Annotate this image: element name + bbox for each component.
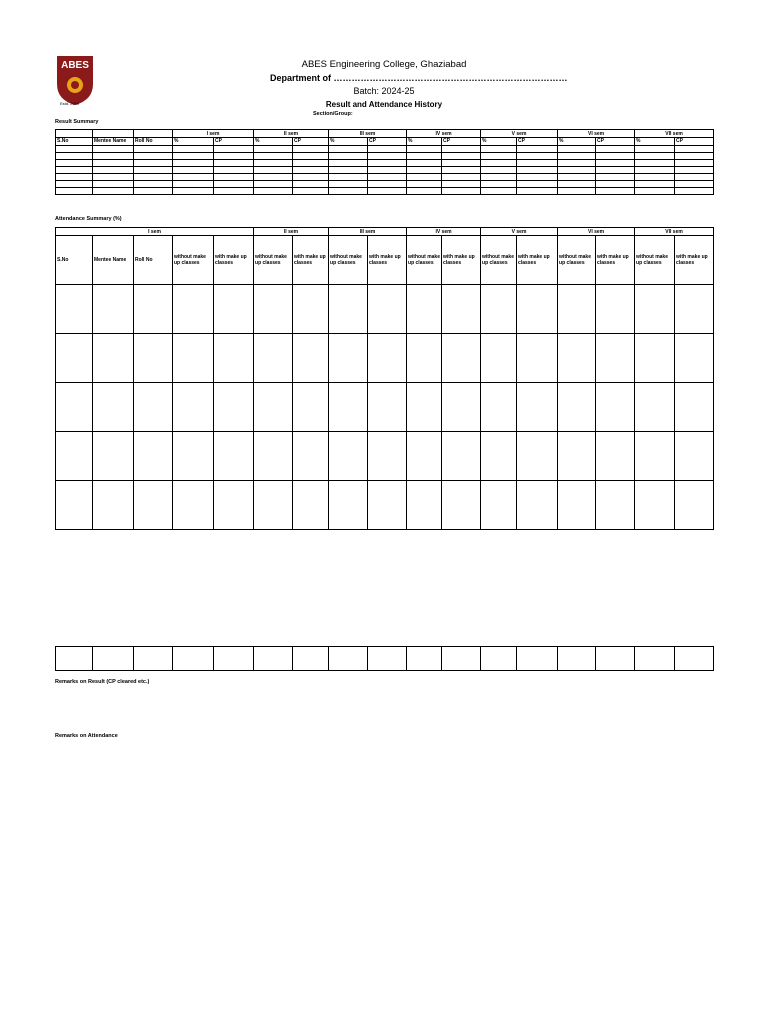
attendance-cell[interactable] [635, 285, 675, 334]
result-cell[interactable] [407, 153, 442, 160]
col-roll-no: Roll No [134, 236, 173, 285]
attendance-cell[interactable] [368, 383, 407, 432]
attendance-cell[interactable] [675, 334, 714, 383]
result-cell[interactable] [329, 167, 368, 174]
attendance-cell[interactable] [134, 481, 173, 530]
result-cell[interactable] [56, 160, 93, 167]
attendance-cell[interactable] [368, 481, 407, 530]
sem-header: I sem [173, 130, 254, 138]
sem-header: VII sem [635, 130, 714, 138]
result-row [56, 146, 714, 153]
col-without-makeup: without make up classes [481, 236, 517, 285]
attendance-cell[interactable] [214, 383, 254, 432]
attendance-summary-table [55, 227, 714, 530]
result-cell[interactable] [558, 167, 596, 174]
attendance-cell[interactable] [93, 647, 134, 671]
result-cell[interactable] [675, 153, 714, 160]
result-cell[interactable] [56, 181, 93, 188]
college-name: ABES Engineering College, Ghaziabad [301, 59, 467, 70]
attendance-cell[interactable] [173, 647, 214, 671]
result-cell[interactable] [368, 160, 407, 167]
result-summary-label: Result Summary [55, 119, 99, 125]
attendance-row [56, 285, 714, 334]
col-cp: CP [368, 138, 407, 146]
col-cp: CP [442, 138, 481, 146]
attendance-cell[interactable] [558, 481, 596, 530]
attendance-cell[interactable] [173, 432, 214, 481]
result-cell[interactable] [481, 160, 517, 167]
attendance-cell[interactable] [442, 647, 481, 671]
col-without-makeup: without make up classes [329, 236, 368, 285]
attendance-cell[interactable] [293, 647, 329, 671]
result-cell[interactable] [254, 160, 293, 167]
result-summary-table [55, 129, 714, 195]
attendance-cell[interactable] [481, 647, 517, 671]
result-cell[interactable] [442, 174, 481, 181]
attendance-cell[interactable] [675, 481, 714, 530]
result-cell[interactable] [481, 146, 517, 153]
sem-header: V sem [481, 228, 558, 236]
result-cell[interactable] [517, 174, 558, 181]
attendance-cell[interactable] [635, 647, 675, 671]
result-cell[interactable] [442, 153, 481, 160]
result-cell[interactable] [93, 174, 134, 181]
result-cell[interactable] [173, 153, 214, 160]
attendance-cell[interactable] [596, 383, 635, 432]
result-cell[interactable] [635, 160, 675, 167]
result-cell[interactable] [214, 174, 254, 181]
attendance-row [56, 647, 714, 671]
attendance-cell[interactable] [293, 383, 329, 432]
result-cell[interactable] [56, 153, 93, 160]
result-row [56, 167, 714, 174]
result-cell[interactable] [517, 167, 558, 174]
attendance-row [56, 432, 714, 481]
attendance-cell[interactable] [214, 647, 254, 671]
result-cell[interactable] [93, 188, 134, 195]
col-cp: CP [675, 138, 714, 146]
result-cell[interactable] [214, 181, 254, 188]
result-cell[interactable] [558, 174, 596, 181]
result-row [56, 188, 714, 195]
attendance-cell[interactable] [173, 383, 214, 432]
result-cell[interactable] [675, 146, 714, 153]
attendance-cell[interactable] [329, 383, 368, 432]
attendance-cell[interactable] [293, 334, 329, 383]
result-cell[interactable] [329, 160, 368, 167]
result-cell[interactable] [173, 160, 214, 167]
col-without-makeup: without make up classes [407, 236, 442, 285]
attendance-cell[interactable] [56, 334, 93, 383]
attendance-row [56, 334, 714, 383]
attendance-cell[interactable] [293, 432, 329, 481]
attendance-cell[interactable] [254, 481, 293, 530]
result-cell[interactable] [134, 153, 173, 160]
attendance-cell[interactable] [407, 383, 442, 432]
sem-header: I sem [56, 228, 254, 236]
attendance-cell[interactable] [442, 285, 481, 334]
attendance-cell[interactable] [596, 432, 635, 481]
result-cell[interactable] [442, 160, 481, 167]
attendance-cell[interactable] [214, 285, 254, 334]
attendance-cell[interactable] [93, 481, 134, 530]
result-cell[interactable] [134, 188, 173, 195]
result-cell[interactable] [293, 146, 329, 153]
col-with-makeup: with make up classes [596, 236, 635, 285]
result-cell[interactable] [517, 153, 558, 160]
attendance-cell[interactable] [56, 432, 93, 481]
result-cell[interactable] [329, 153, 368, 160]
sem-header: II sem [254, 228, 329, 236]
attendance-cell[interactable] [293, 481, 329, 530]
result-cell[interactable] [675, 174, 714, 181]
attendance-cell[interactable] [173, 334, 214, 383]
attendance-cell[interactable] [407, 334, 442, 383]
attendance-cell[interactable] [675, 432, 714, 481]
result-cell[interactable] [558, 160, 596, 167]
result-cell[interactable] [442, 181, 481, 188]
result-cell[interactable] [173, 174, 214, 181]
result-cell[interactable] [481, 174, 517, 181]
result-cell[interactable] [134, 167, 173, 174]
result-cell[interactable] [596, 146, 635, 153]
result-cell[interactable] [517, 181, 558, 188]
attendance-cell[interactable] [481, 383, 517, 432]
attendance-cell[interactable] [134, 647, 173, 671]
col-cp: CP [293, 138, 329, 146]
result-cell[interactable] [407, 181, 442, 188]
attendance-cell[interactable] [481, 481, 517, 530]
blank-cell [56, 130, 93, 138]
col-pct: % [329, 138, 368, 146]
attendance-cell[interactable] [596, 647, 635, 671]
result-cell[interactable] [56, 174, 93, 181]
sem-header: III sem [329, 228, 407, 236]
attendance-cell[interactable] [56, 383, 93, 432]
result-cell[interactable] [558, 153, 596, 160]
attendance-cell[interactable] [56, 481, 93, 530]
result-cell[interactable] [56, 188, 93, 195]
result-cell[interactable] [293, 167, 329, 174]
attendance-cell[interactable] [134, 432, 173, 481]
result-cell[interactable] [407, 146, 442, 153]
col-without-makeup: without make up classes [254, 236, 293, 285]
result-cell[interactable] [558, 188, 596, 195]
result-row [56, 160, 714, 167]
result-cell[interactable] [93, 181, 134, 188]
result-cell[interactable] [134, 174, 173, 181]
attendance-cell[interactable] [368, 285, 407, 334]
result-cell[interactable] [368, 188, 407, 195]
result-cell[interactable] [368, 153, 407, 160]
attendance-cell[interactable] [134, 334, 173, 383]
attendance-cell[interactable] [596, 285, 635, 334]
result-cell[interactable] [214, 160, 254, 167]
sem-header: IV sem [407, 130, 481, 138]
attendance-cell[interactable] [558, 285, 596, 334]
attendance-cell[interactable] [214, 334, 254, 383]
col-with-makeup: with make up classes [517, 236, 558, 285]
attendance-cell[interactable] [558, 383, 596, 432]
result-cell[interactable] [93, 146, 134, 153]
attendance-cell[interactable] [442, 432, 481, 481]
attendance-cell[interactable] [56, 647, 93, 671]
result-cell[interactable] [254, 174, 293, 181]
col-with-makeup: with make up classes [675, 236, 714, 285]
attendance-cell[interactable] [635, 383, 675, 432]
result-cell[interactable] [596, 160, 635, 167]
attendance-cell[interactable] [254, 383, 293, 432]
col-without-makeup: without make up classes [635, 236, 675, 285]
col-cp: CP [596, 138, 635, 146]
col-without-makeup: without make up classes [558, 236, 596, 285]
result-cell[interactable] [56, 146, 93, 153]
result-cell[interactable] [675, 167, 714, 174]
attendance-cell[interactable] [368, 432, 407, 481]
attendance-cell[interactable] [329, 647, 368, 671]
attendance-row [56, 481, 714, 530]
result-cell[interactable] [675, 160, 714, 167]
col-roll-no: Roll No [134, 138, 173, 146]
col-with-makeup: with make up classes [368, 236, 407, 285]
attendance-cell[interactable] [173, 285, 214, 334]
result-cell[interactable] [173, 146, 214, 153]
attendance-cell[interactable] [558, 334, 596, 383]
attendance-cell[interactable] [675, 647, 714, 671]
result-cell[interactable] [635, 174, 675, 181]
attendance-row [56, 383, 714, 432]
result-cell[interactable] [635, 181, 675, 188]
attendance-cell[interactable] [254, 285, 293, 334]
result-cell[interactable] [596, 188, 635, 195]
result-cell[interactable] [254, 188, 293, 195]
attendance-cell[interactable] [329, 285, 368, 334]
sem-header: IV sem [407, 228, 481, 236]
sem-header: II sem [254, 130, 329, 138]
attendance-extra-row [55, 646, 714, 671]
blank-cell [93, 130, 134, 138]
result-cell[interactable] [93, 153, 134, 160]
result-cell[interactable] [517, 146, 558, 153]
attendance-cell[interactable] [93, 383, 134, 432]
result-cell[interactable] [56, 167, 93, 174]
result-cell[interactable] [293, 174, 329, 181]
result-cell[interactable] [635, 188, 675, 195]
result-cell[interactable] [254, 153, 293, 160]
attendance-cell[interactable] [517, 383, 558, 432]
col-sno: S.No [56, 236, 93, 285]
attendance-cell[interactable] [329, 334, 368, 383]
result-cell[interactable] [329, 188, 368, 195]
col-cp: CP [517, 138, 558, 146]
attendance-cell[interactable] [329, 481, 368, 530]
result-cell[interactable] [134, 146, 173, 153]
result-row [56, 174, 714, 181]
col-with-makeup: with make up classes [293, 236, 329, 285]
result-cell[interactable] [481, 167, 517, 174]
result-cell[interactable] [558, 181, 596, 188]
attendance-cell[interactable] [134, 383, 173, 432]
attendance-summary-label: Attendance Summary (%) [55, 216, 122, 222]
attendance-cell[interactable] [558, 432, 596, 481]
attendance-cell[interactable] [214, 481, 254, 530]
attendance-cell[interactable] [368, 334, 407, 383]
attendance-cell[interactable] [517, 647, 558, 671]
attendance-cell[interactable] [407, 285, 442, 334]
result-cell[interactable] [214, 167, 254, 174]
result-cell[interactable] [254, 167, 293, 174]
result-cell[interactable] [173, 181, 214, 188]
result-cell[interactable] [368, 167, 407, 174]
result-cell[interactable] [173, 167, 214, 174]
result-cell[interactable] [134, 181, 173, 188]
result-cell[interactable] [214, 188, 254, 195]
logo-estd: Estd. 2000 [60, 101, 80, 106]
result-cell[interactable] [407, 160, 442, 167]
col-pct: % [635, 138, 675, 146]
col-with-makeup: with make up classes [214, 236, 254, 285]
result-cell[interactable] [596, 174, 635, 181]
attendance-cell[interactable] [442, 334, 481, 383]
attendance-cell[interactable] [635, 432, 675, 481]
col-with-makeup: with make up classes [442, 236, 481, 285]
attendance-cell[interactable] [517, 334, 558, 383]
result-cell[interactable] [481, 188, 517, 195]
result-row [56, 181, 714, 188]
col-pct: % [407, 138, 442, 146]
result-cell[interactable] [596, 181, 635, 188]
section-group-label: Section/Group: [313, 111, 353, 117]
col-pct: % [254, 138, 293, 146]
result-cell[interactable] [134, 160, 173, 167]
col-mentee-name: Mentee Name [93, 138, 134, 146]
result-cell[interactable] [442, 146, 481, 153]
result-cell[interactable] [293, 160, 329, 167]
department-line: Department of …………………………………………………………………… [270, 73, 568, 83]
attendance-cell[interactable] [596, 481, 635, 530]
attendance-cell[interactable] [442, 481, 481, 530]
attendance-cell[interactable] [134, 285, 173, 334]
result-cell[interactable] [596, 167, 635, 174]
result-cell[interactable] [93, 167, 134, 174]
attendance-cell[interactable] [635, 334, 675, 383]
result-cell[interactable] [173, 188, 214, 195]
attendance-cell[interactable] [481, 285, 517, 334]
attendance-cell[interactable] [675, 383, 714, 432]
attendance-cell[interactable] [214, 432, 254, 481]
result-cell[interactable] [214, 153, 254, 160]
attendance-cell[interactable] [596, 334, 635, 383]
col-without-makeup: without make up classes [173, 236, 214, 285]
attendance-cell[interactable] [173, 481, 214, 530]
attendance-cell[interactable] [56, 285, 93, 334]
result-cell[interactable] [481, 181, 517, 188]
result-cell[interactable] [517, 160, 558, 167]
result-cell[interactable] [517, 188, 558, 195]
result-cell[interactable] [368, 181, 407, 188]
remarks-attendance-label: Remarks on Attendance [55, 733, 118, 739]
result-cell[interactable] [442, 167, 481, 174]
result-cell[interactable] [442, 188, 481, 195]
attendance-cell[interactable] [93, 285, 134, 334]
attendance-cell[interactable] [329, 432, 368, 481]
attendance-cell[interactable] [517, 432, 558, 481]
blank-cell [134, 130, 173, 138]
attendance-cell[interactable] [254, 334, 293, 383]
attendance-cell[interactable] [93, 432, 134, 481]
result-cell[interactable] [254, 146, 293, 153]
result-cell[interactable] [254, 181, 293, 188]
col-pct: % [481, 138, 517, 146]
attendance-cell[interactable] [254, 647, 293, 671]
result-cell[interactable] [293, 188, 329, 195]
attendance-cell[interactable] [407, 481, 442, 530]
result-cell[interactable] [329, 174, 368, 181]
page-title: Result and Attendance History [325, 100, 443, 109]
sem-header: VII sem [635, 228, 714, 236]
attendance-cell[interactable] [517, 285, 558, 334]
col-cp: CP [214, 138, 254, 146]
result-cell[interactable] [558, 146, 596, 153]
result-cell[interactable] [368, 146, 407, 153]
result-row [56, 153, 714, 160]
result-cell[interactable] [675, 181, 714, 188]
col-pct: % [558, 138, 596, 146]
col-sno: S.No [56, 138, 93, 146]
attendance-cell[interactable] [517, 481, 558, 530]
result-cell[interactable] [407, 167, 442, 174]
attendance-cell[interactable] [93, 334, 134, 383]
result-cell[interactable] [635, 153, 675, 160]
attendance-cell[interactable] [407, 432, 442, 481]
result-cell[interactable] [293, 181, 329, 188]
remarks-result-label: Remarks on Result (CP cleared etc.) [55, 679, 150, 685]
sem-header: VI sem [558, 130, 635, 138]
attendance-cell[interactable] [675, 285, 714, 334]
result-cell[interactable] [596, 153, 635, 160]
result-cell[interactable] [481, 153, 517, 160]
col-mentee-name: Mentee Name [93, 236, 134, 285]
logo-text: ABES [61, 60, 89, 71]
result-cell[interactable] [329, 181, 368, 188]
attendance-cell[interactable] [481, 432, 517, 481]
result-cell[interactable] [93, 160, 134, 167]
result-cell[interactable] [214, 146, 254, 153]
result-cell[interactable] [635, 167, 675, 174]
result-cell[interactable] [635, 146, 675, 153]
attendance-cell[interactable] [558, 647, 596, 671]
result-cell[interactable] [293, 153, 329, 160]
sem-header: VI sem [558, 228, 635, 236]
batch-line: Batch: 2024-25 [353, 86, 415, 96]
attendance-cell[interactable] [293, 285, 329, 334]
sem-header: III sem [329, 130, 407, 138]
result-cell[interactable] [675, 188, 714, 195]
attendance-cell[interactable] [368, 647, 407, 671]
attendance-cell[interactable] [407, 647, 442, 671]
attendance-cell[interactable] [635, 481, 675, 530]
result-cell[interactable] [329, 146, 368, 153]
result-cell[interactable] [407, 174, 442, 181]
attendance-cell[interactable] [442, 383, 481, 432]
attendance-cell[interactable] [254, 432, 293, 481]
attendance-cell[interactable] [481, 334, 517, 383]
result-cell[interactable] [407, 188, 442, 195]
col-pct: % [173, 138, 214, 146]
result-cell[interactable] [368, 174, 407, 181]
sem-header: V sem [481, 130, 558, 138]
